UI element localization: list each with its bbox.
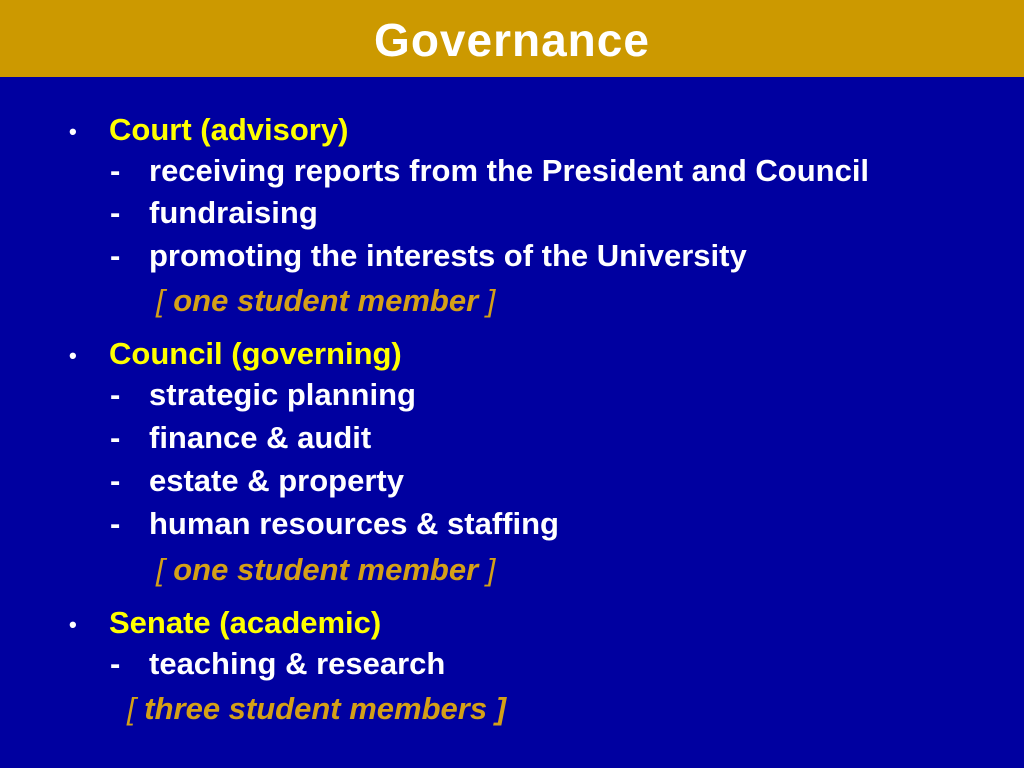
note-text: one student member [173, 552, 479, 587]
list-item: promoting the interests of the University [149, 238, 747, 273]
list-item: teaching & research [149, 646, 446, 681]
bracket-close: ] [495, 691, 507, 726]
student-member-note [156, 285, 495, 316]
section-heading-court: Court (advisory) [109, 112, 349, 147]
list-item: estate & property [149, 463, 404, 498]
bullet-icon: • [69, 343, 77, 368]
dash-icon: - [110, 420, 121, 455]
list-item: fundraising [149, 195, 318, 230]
section-heading-council: Council (governing) [109, 336, 402, 371]
bracket-close: ] [486, 552, 496, 587]
dash-icon: - [110, 238, 121, 273]
bullet-icon: • [69, 612, 77, 637]
bracket-open: [ [156, 552, 165, 587]
list-item: human resources & staffing [149, 506, 559, 541]
note-text: three student members [144, 691, 488, 726]
dash-icon: - [110, 506, 121, 541]
bracket-close: ] [486, 283, 496, 318]
bullet-icon: • [69, 119, 77, 144]
bracket-open: [ [127, 691, 136, 726]
dash-icon: - [110, 377, 121, 412]
dash-icon: - [110, 646, 121, 681]
student-member-note [127, 693, 506, 724]
list-item: receiving reports from the President and Council [149, 153, 870, 188]
list-item: finance & audit [149, 420, 372, 455]
note-text: one student member [173, 283, 479, 318]
dash-icon: - [110, 153, 121, 188]
dash-icon: - [110, 463, 121, 498]
section-heading-senate: Senate (academic) [109, 605, 382, 640]
dash-icon: - [110, 195, 121, 230]
list-item: strategic planning [149, 377, 416, 412]
slide-title: Governance [374, 13, 650, 66]
bracket-open: [ [156, 283, 165, 318]
student-member-note [156, 554, 495, 585]
